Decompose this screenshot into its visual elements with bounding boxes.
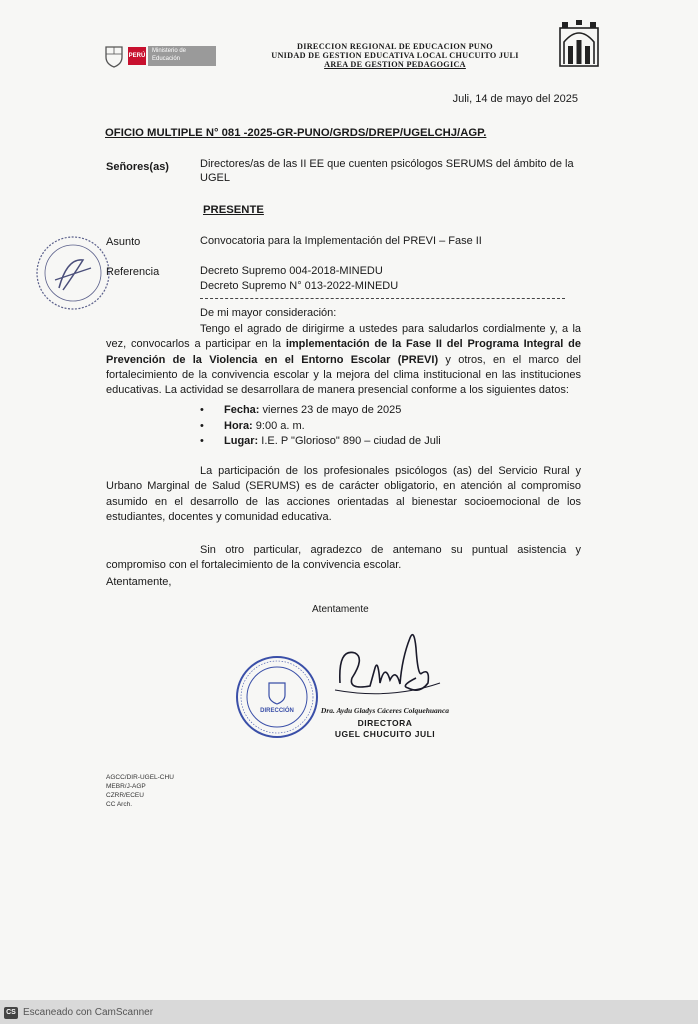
closing: Atentamente, <box>106 576 172 588</box>
signer-title <box>320 718 450 740</box>
paragraph-1-end: y otros, en el marco del fortalecimiento de la convivencia escolar y la mejora del clima institucional en las instituciones educativas. La actividad se desarrollara de manera presencial conforme a los siguientes datos: <box>106 353 581 397</box>
oficio-number: OFICIO MULTIPLE N° 081 -2025-GR-PUNO/GRDS/DREP/UGELCHJ/AGP. <box>105 127 487 139</box>
senores-value: Directores/as de las II EE que cuenten psicólogos SERUMS del ámbito de la UGEL <box>200 158 574 184</box>
ministry-logo <box>103 42 221 70</box>
ministry-label: Ministerio de Educación <box>148 46 216 66</box>
greeting: De mi mayor consideración: <box>200 307 337 319</box>
paragraph-2: La participación de los profesionales psicólogos (as) del Servicio Rural y Urbano Marginal de Salud (SERUMS) es de carácter obligatorio, en atención al compromiso asumido en el desarrollo de las acciones orientadas al bienestar socioemocional de los estudiantes, docentes y comunidad educativa. <box>106 465 581 523</box>
signer-unit: UGEL CHUCUITO JULI <box>334 729 436 739</box>
asunto-value: Convocatoria para la Implementación del PREVI – Fase II <box>200 235 482 247</box>
official-seal-icon <box>235 655 319 739</box>
ref-line: CC Arch. <box>106 801 133 808</box>
camscanner-icon: CS <box>4 1007 18 1019</box>
signature-atentamente: Atentamente <box>312 604 369 615</box>
seal-center-text: DIRECCIÓN <box>260 708 294 714</box>
ugel-logo-icon <box>558 20 600 68</box>
reference-initials <box>106 773 174 809</box>
referencia-label: Referencia <box>106 266 160 278</box>
referencia-line-1: Decreto Supremo 004-2018-MINEDU <box>200 265 383 277</box>
separator-line <box>200 298 565 299</box>
ref-line: AGCC/DIR-UGEL-CHU <box>106 774 174 781</box>
reception-stamp-icon <box>33 228 111 318</box>
letterhead <box>245 42 545 69</box>
scanner-footer <box>0 1001 698 1024</box>
ref-line: CZRR/ECEU <box>106 792 144 799</box>
signer-position: DIRECTORA <box>357 718 413 728</box>
detail-fecha: • Fecha: viernes 23 de mayo de 2025 <box>200 404 402 416</box>
letter-date: Juli, 14 de mayo del 2025 <box>452 93 578 105</box>
detail-lugar: • Lugar: I.E. P "Glorioso" 890 – ciudad de Juli <box>200 435 441 447</box>
referencia-line-2: Decreto Supremo N° 013-2022-MINEDU <box>200 280 399 292</box>
peru-label: PERÚ <box>128 47 146 65</box>
scanner-footer-text: Escaneado con CamScanner <box>23 1007 154 1018</box>
handwritten-signature <box>330 628 445 708</box>
senores-label: Señores(as) <box>106 161 169 173</box>
presente-heading: PRESENTE <box>203 204 264 216</box>
paragraph-3: Sin otro particular, agradezco de antemano su puntual asistencia y compromiso con el fortalecimiento de la convivencia escolar. <box>106 544 581 572</box>
paragraph-1 <box>106 322 581 398</box>
letterhead-line-3: AREA DE GESTION PEDAGOGICA <box>324 60 466 69</box>
signer-name: Dra. Aydu Gladys Cáceres Colquehuanca <box>320 706 450 715</box>
peru-shield-icon <box>103 44 125 68</box>
ref-line: MEBR/J-AGP <box>106 783 146 790</box>
letterhead-line-2: UNIDAD DE GESTION EDUCATIVA LOCAL CHUCUITO JULI <box>271 51 519 60</box>
event-details <box>200 403 441 450</box>
asunto-label: Asunto <box>106 236 141 248</box>
detail-hora: • Hora: 9:00 a. m. <box>200 419 305 432</box>
paragraph-1-bold: implementación de la Fase II del Programa Integral de Prevención de la Violencia en el Entorno Escolar (PREVI) <box>106 338 581 366</box>
letterhead-line-1: DIRECCION REGIONAL DE EDUCACION PUNO <box>297 42 493 51</box>
paragraph-1-start: Tengo el agrado de dirigirme a ustedes para saludarlos cordialmente y, a la vez, convocarlos a participar en la <box>106 323 581 351</box>
